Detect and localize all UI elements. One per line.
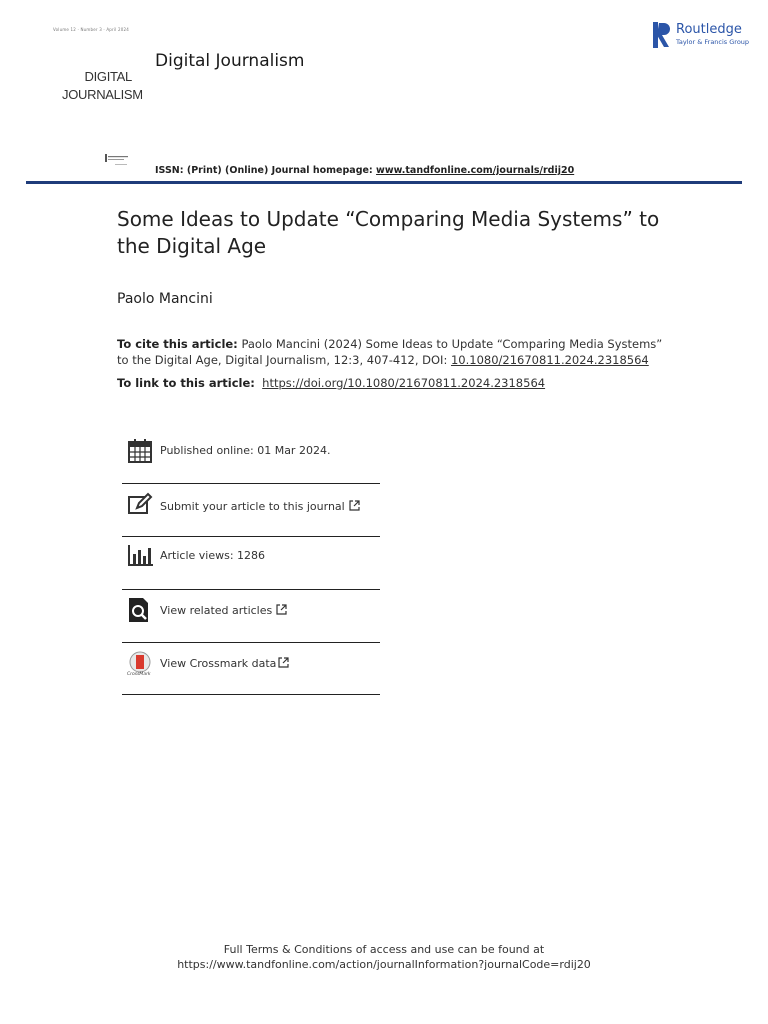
row-divider bbox=[122, 483, 380, 484]
article-views-text: Article views: 1286 bbox=[160, 549, 266, 562]
search-document-icon bbox=[126, 596, 154, 624]
external-link-icon bbox=[276, 604, 287, 615]
edit-icon bbox=[126, 491, 154, 519]
related-articles-row[interactable] bbox=[122, 596, 380, 648]
issn-prefix: ISSN: (Print) (Online) Journal homepage: bbox=[155, 165, 377, 176]
article-doi-link[interactable]: https://doi.org/10.1080/21670811.2024.2318564 bbox=[262, 376, 546, 390]
footer-terms-link[interactable]: https://www.tandfonline.com/action/journalInformation?journalCode=rdij20 bbox=[177, 958, 591, 971]
link-label: To link to this article: bbox=[117, 376, 255, 390]
row-divider bbox=[122, 642, 380, 643]
cite-doi-link[interactable]: 10.1080/21670811.2024.2318564 bbox=[450, 353, 649, 367]
article-author: Paolo Mancini bbox=[117, 291, 213, 307]
publisher-name: Routledge bbox=[676, 22, 742, 37]
row-divider bbox=[122, 536, 380, 537]
cite-label: To cite this article: bbox=[117, 337, 238, 351]
journal-name: Digital Journalism bbox=[155, 51, 305, 71]
footer-line1: Full Terms & Conditions of access and use can be found at bbox=[223, 943, 545, 956]
journal-cover-logo bbox=[62, 68, 143, 104]
publisher-subtitle: Taylor & Francis Group bbox=[676, 38, 750, 46]
published-online-row bbox=[122, 437, 380, 489]
issue-line: Volume 12 · Number 3 · April 2024 bbox=[53, 27, 129, 32]
citation bbox=[117, 336, 677, 368]
bar-chart-icon bbox=[126, 542, 154, 570]
calendar-icon bbox=[126, 437, 154, 465]
header-divider bbox=[26, 181, 742, 184]
footer bbox=[0, 942, 768, 972]
cover-logo-line1: DIGITAL bbox=[84, 69, 132, 84]
issn-line bbox=[155, 165, 574, 176]
external-link-icon bbox=[278, 657, 289, 668]
cover-logo-line2: JOURNALISM bbox=[62, 87, 143, 102]
published-online-text: Published online: 01 Mar 2024. bbox=[160, 444, 331, 457]
article-link bbox=[117, 376, 545, 390]
journal-homepage-link[interactable]: www.tandfonline.com/journals/rdij20 bbox=[376, 165, 575, 176]
crossmark-row[interactable] bbox=[122, 651, 380, 703]
related-articles-text: View related articles bbox=[160, 604, 273, 617]
article-title: Some Ideas to Update “Comparing Media Systems” to the Digital Age bbox=[117, 207, 660, 258]
mini-routledge-icon bbox=[105, 153, 131, 167]
external-link-icon bbox=[349, 500, 360, 511]
row-divider bbox=[122, 589, 380, 590]
submit-article-text: Submit your article to this journal bbox=[160, 500, 345, 513]
cite-text: Paolo Mancini (2024) Some Ideas to Update “Comparing Media Systems” to the Digital Age, Digital Journalism, 12:3, 407-412, DOI: bbox=[117, 337, 663, 367]
crossmark-icon-label: CrossMark bbox=[127, 672, 151, 677]
crossmark-text: View Crossmark data bbox=[160, 657, 277, 670]
routledge-logo-icon bbox=[653, 22, 671, 48]
article-views-row bbox=[122, 542, 380, 594]
row-divider bbox=[122, 694, 380, 695]
